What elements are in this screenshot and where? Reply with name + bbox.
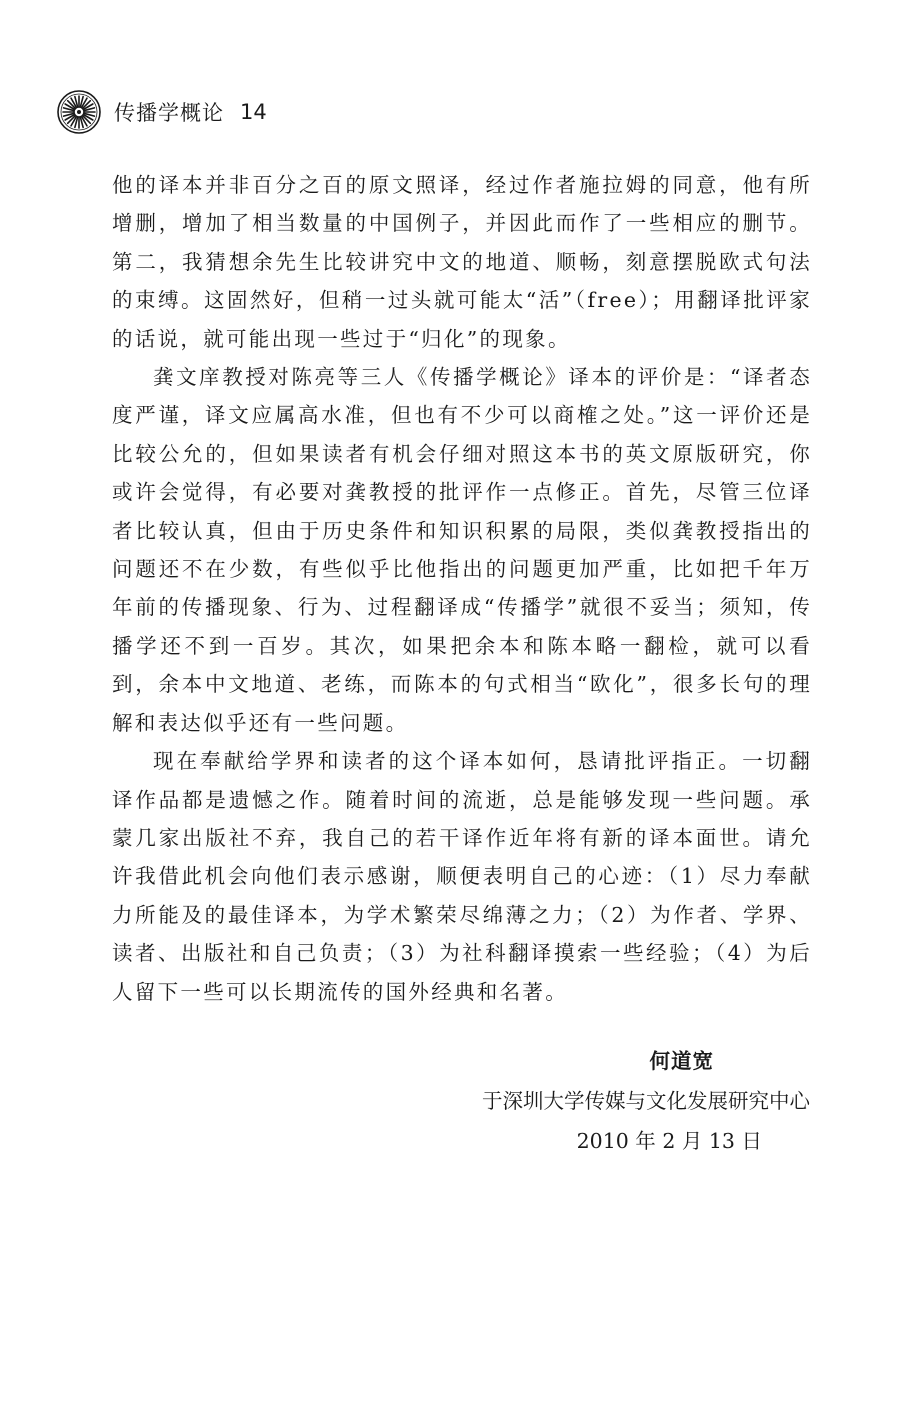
running-head	[56, 90, 267, 134]
running-head-title: 传播学概论	[114, 101, 224, 125]
signature-date: 2010 年 2 月 13 日	[576, 1129, 762, 1153]
author-affiliation: 于深圳大学传媒与文化发展研究中心	[482, 1089, 810, 1113]
chrysanthemum-emblem-icon	[56, 89, 102, 135]
signature-block	[482, 1041, 810, 1161]
author-name: 何道宽	[649, 1049, 714, 1073]
paragraph: 龚文庠教授对陈亮等三人《传播学概论》译本的评价是：“译者态度严谨，译文应属高水准，但也有不少可以商榷之处。”这一评价还是比较公允的，但如果读者有机会仔细对照这本书的英文原版研究，你或许会觉得，有必要对龚教授的批评作一点修正。首先，尽管三位译者比较认真，但由于历史条件和知识积累的局限，类似龚教授指出的问题还不在少数，有些似乎比他指出的问题更加严重，比如把千年万年前的传播现象、行为、过程翻译成“传播学”就很不妥当；须知，传播学还不到一百岁。其次，如果把余本和陈本略一翻检，就可以看到，余本中文地道、老练，而陈本的句式相当“欧化”，很多长句的理解和表达似乎还有一些问题。	[112, 365, 812, 735]
body-text	[112, 166, 812, 1011]
paragraph: 现在奉献给学界和读者的这个译本如何，恳请批评指正。一切翻译作品都是遗憾之作。随着时间的流逝，总是能够发现一些问题。承蒙几家出版社不弃，我自己的若干译作近年将有新的译本面世。请允许我借此机会向他们表示感谢，顺便表明自己的心迹：（1）尽力奉献力所能及的最佳译本，为学术繁荣尽绵薄之力；（2）为作者、学界、读者、出版社和自己负责；（3）为社科翻译摸索一些经验；（4）为后人留下一些可以长期流传的国外经典和名著。	[112, 749, 812, 1004]
page-number: 14	[240, 100, 267, 124]
paragraph-continuation: 他的译本并非百分之百的原文照译，经过作者施拉姆的同意，他有所增删，增加了相当数量的中国例子，并因此而作了一些相应的删节。第二，我猜想余先生比较讲究中文的地道、顺畅，刻意摆脱欧式句法的束缚。这固然好，但稍一过头就可能太“活”（free）；用翻译批评家的话说，就可能出现一些过于“归化”的现象。	[112, 173, 812, 351]
